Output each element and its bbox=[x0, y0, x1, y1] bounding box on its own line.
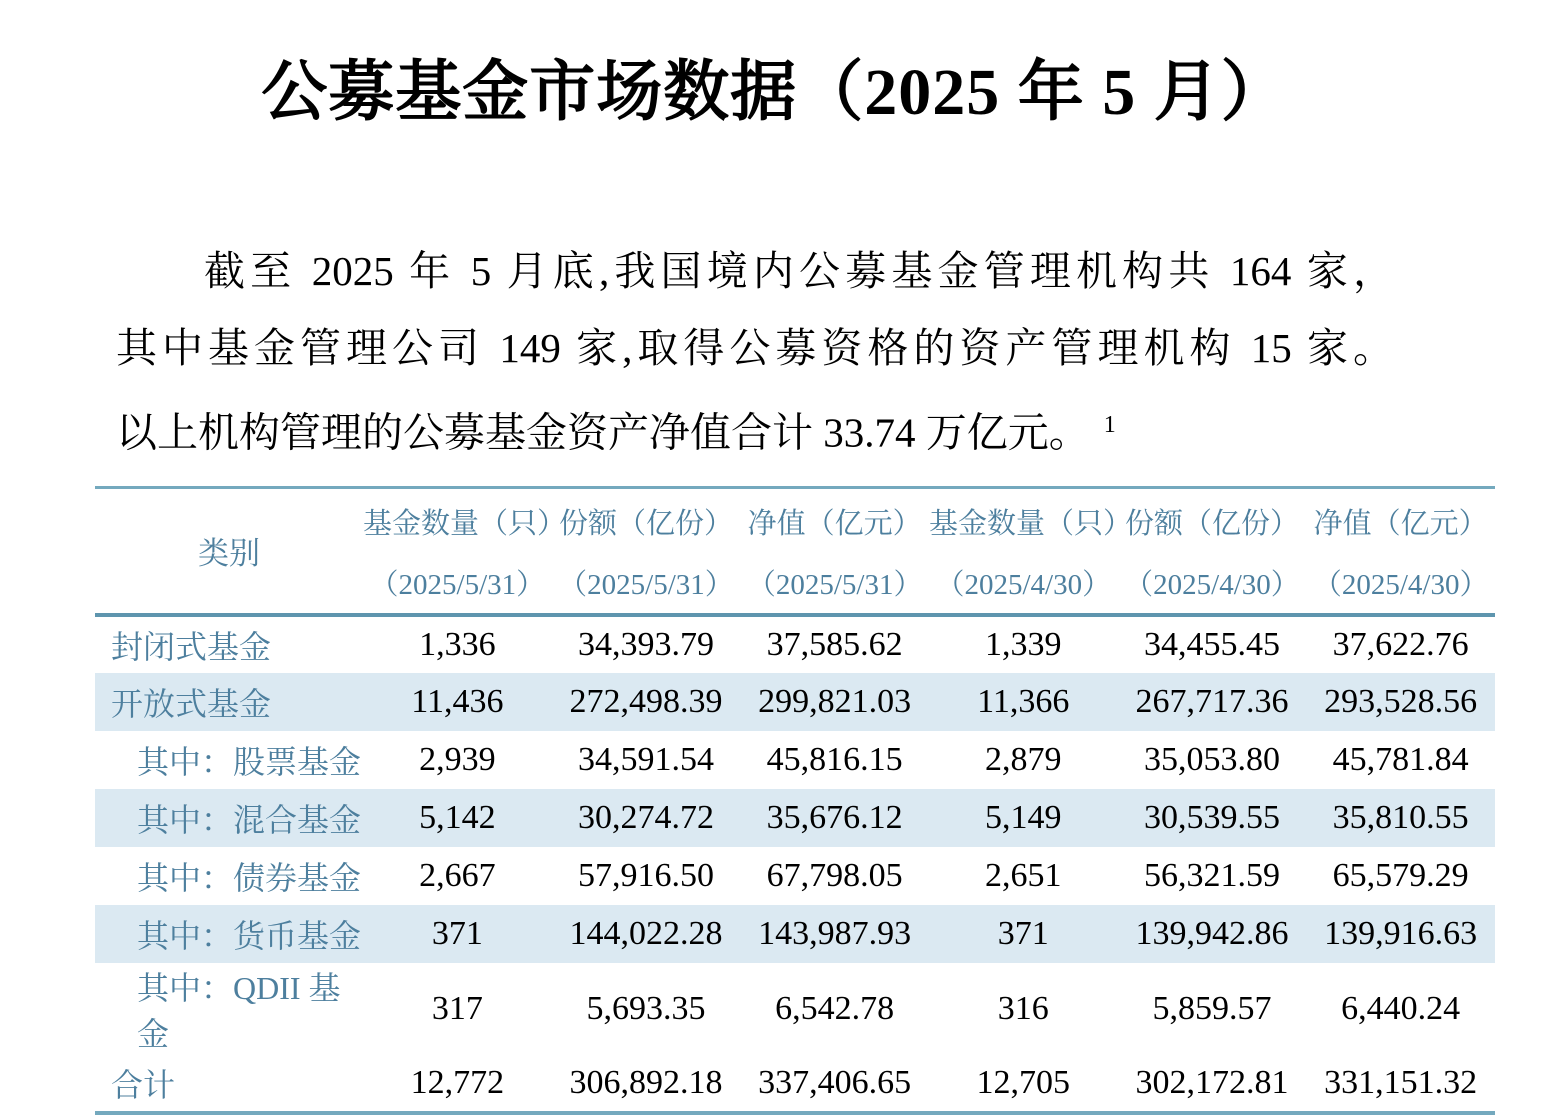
cell-value: 143,987.93 bbox=[758, 915, 912, 953]
row-label: 开放式基金 bbox=[111, 686, 272, 723]
cell-value: 371 bbox=[997, 915, 1049, 953]
cell-value: 30,274.72 bbox=[577, 799, 714, 837]
cell-value: 306,892.18 bbox=[569, 1064, 723, 1102]
table-row-total bbox=[95, 1055, 1495, 1113]
cell-value: 34,455.45 bbox=[1143, 626, 1280, 664]
table-row-closed-end bbox=[95, 615, 1495, 673]
header-col-nav-may bbox=[740, 487, 929, 615]
cell-value: 1,336 bbox=[419, 626, 496, 664]
header-col-date: （2025/5/31） bbox=[746, 568, 923, 601]
row-label: 其中：QDII 基金 bbox=[137, 970, 341, 1053]
cell-value: 65,579.29 bbox=[1332, 857, 1469, 895]
header-category: 类别 bbox=[95, 487, 363, 615]
cell-value: 144,022.28 bbox=[569, 915, 723, 953]
row-label: 合计 bbox=[111, 1067, 176, 1104]
cell-value: 6,440.24 bbox=[1341, 990, 1461, 1028]
fund-data-table bbox=[95, 486, 1495, 1115]
cell-value: 299,821.03 bbox=[758, 683, 912, 721]
cell-value: 293,528.56 bbox=[1324, 683, 1478, 721]
cell-value: 35,810.55 bbox=[1332, 799, 1469, 837]
cell-value: 6,542.78 bbox=[775, 990, 895, 1028]
cell-value: 34,393.79 bbox=[577, 626, 714, 664]
header-col-date: （2025/5/31） bbox=[369, 568, 546, 601]
cell-value: 2,879 bbox=[985, 741, 1062, 779]
cell-value: 5,859.57 bbox=[1152, 990, 1272, 1028]
header-col-title: 基金数量（只） bbox=[363, 507, 567, 540]
table-header bbox=[95, 487, 1495, 615]
table-row-hybrid bbox=[95, 789, 1495, 847]
cell-value: 371 bbox=[431, 915, 483, 953]
header-col-title: 份额（亿份） bbox=[1124, 507, 1299, 540]
table-row-money-market bbox=[95, 905, 1495, 963]
table-row-bond bbox=[95, 847, 1495, 905]
cell-value: 5,693.35 bbox=[586, 990, 706, 1028]
cell-value: 2,939 bbox=[419, 741, 496, 779]
header-col-title: 净值（亿元） bbox=[1313, 507, 1488, 540]
intro-line-1: 截至 2025 年 5 月底,我国境内公募基金管理机构共 164 家， bbox=[204, 248, 1394, 294]
header-col-share-may bbox=[552, 487, 741, 615]
cell-value: 272,498.39 bbox=[569, 683, 723, 721]
cell-value: 30,539.55 bbox=[1143, 799, 1280, 837]
cell-value: 2,651 bbox=[985, 857, 1062, 895]
cell-value: 34,591.54 bbox=[577, 741, 714, 779]
cell-value: 1,339 bbox=[985, 626, 1062, 664]
cell-value: 317 bbox=[431, 990, 483, 1028]
cell-value: 11,366 bbox=[977, 683, 1070, 721]
intro-line-3-text: 以上机构管理的公募基金资产净值合计 33.74 万亿元。 bbox=[116, 409, 1090, 456]
cell-value: 37,622.76 bbox=[1332, 626, 1469, 664]
cell-value: 12,772 bbox=[410, 1064, 505, 1102]
cell-value: 37,585.62 bbox=[766, 626, 903, 664]
cell-value: 2,667 bbox=[419, 857, 496, 895]
cell-value: 35,676.12 bbox=[766, 799, 903, 837]
cell-value: 139,942.86 bbox=[1135, 915, 1289, 953]
header-col-count-may bbox=[363, 487, 567, 615]
intro-paragraph bbox=[116, 233, 1394, 472]
table-row-equity bbox=[95, 731, 1495, 789]
cell-value: 316 bbox=[997, 990, 1049, 1028]
table-row-qdii bbox=[95, 963, 1495, 1055]
cell-value: 267,717.36 bbox=[1135, 683, 1289, 721]
header-col-date: （2025/4/30） bbox=[935, 568, 1112, 601]
footnote-reference: 1 bbox=[1103, 412, 1116, 438]
header-col-title: 份额（亿份） bbox=[558, 507, 733, 540]
intro-line-3 bbox=[116, 387, 1394, 472]
row-label: 其中：债券基金 bbox=[137, 860, 362, 897]
header-col-share-apr bbox=[1118, 487, 1307, 615]
header-col-count-apr bbox=[928, 487, 1132, 615]
cell-value: 56,321.59 bbox=[1143, 857, 1280, 895]
row-label: 封闭式基金 bbox=[111, 629, 272, 666]
cell-value: 45,816.15 bbox=[766, 741, 903, 779]
header-col-title: 净值（亿元） bbox=[747, 507, 922, 540]
row-label: 其中：股票基金 bbox=[137, 744, 362, 781]
cell-value: 5,142 bbox=[419, 799, 496, 837]
cell-value: 35,053.80 bbox=[1143, 741, 1280, 779]
header-col-title: 基金数量（只） bbox=[928, 507, 1132, 540]
header-col-nav-apr bbox=[1306, 487, 1495, 615]
cell-value: 67,798.05 bbox=[766, 857, 903, 895]
intro-line-2: 其中基金管理公司 149 家,取得公募资格的资产管理机构 15 家。 bbox=[116, 325, 1394, 371]
header-col-date: （2025/4/30） bbox=[1312, 568, 1489, 601]
row-label: 其中：货币基金 bbox=[137, 918, 362, 955]
header-col-date: （2025/5/31） bbox=[558, 568, 734, 601]
cell-value: 11,436 bbox=[411, 683, 504, 721]
row-label: 其中：混合基金 bbox=[137, 802, 362, 839]
cell-value: 139,916.63 bbox=[1324, 915, 1478, 953]
cell-value: 5,149 bbox=[985, 799, 1062, 837]
page-title: 公募基金市场数据（2025 年 5 月） bbox=[261, 56, 1288, 129]
cell-value: 331,151.32 bbox=[1324, 1064, 1478, 1102]
cell-value: 45,781.84 bbox=[1332, 741, 1469, 779]
table-row-open-end bbox=[95, 673, 1495, 731]
cell-value: 57,916.50 bbox=[577, 857, 714, 895]
cell-value: 12,705 bbox=[976, 1064, 1071, 1102]
cell-value: 302,172.81 bbox=[1135, 1064, 1289, 1102]
header-col-date: （2025/4/30） bbox=[1124, 568, 1300, 601]
cell-value: 337,406.65 bbox=[758, 1064, 912, 1102]
